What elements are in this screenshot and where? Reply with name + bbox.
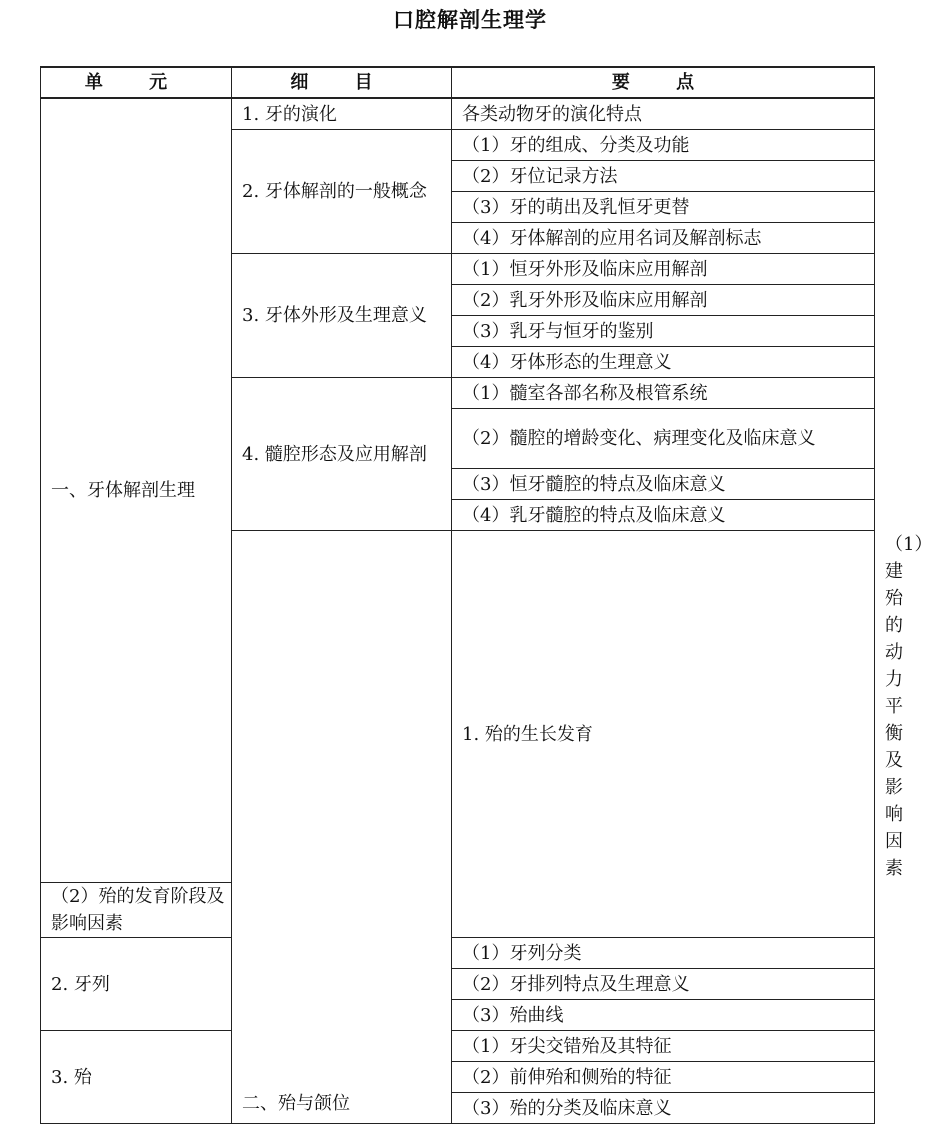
point-cell: （2）殆的发育阶段及影响因素 [41,883,232,938]
point-cell: （1）牙尖交错殆及其特征 [452,1031,875,1062]
unit-cell: 一、牙体解剖生理 [41,98,232,883]
subject-cell: 2. 牙体解剖的一般概念 [232,130,452,254]
point-cell: （1）髓室各部名称及根管系统 [452,378,875,409]
point-cell: （3）乳牙与恒牙的鉴别 [452,316,875,347]
subject-cell: 1. 殆的生长发育 [452,531,875,938]
point-cell: （3）牙的萌出及乳恒牙更替 [452,192,875,223]
point-cell: （2）牙排列特点及生理意义 [452,969,875,1000]
point-cell: 各类动物牙的演化特点 [452,98,875,130]
point-cell: （3）殆曲线 [452,1000,875,1031]
table-row [41,938,875,969]
document-title: 口腔解剖生理学 [393,7,547,32]
point-cell: （4）乳牙髓腔的特点及临床意义 [452,500,875,531]
syllabus-table [40,66,933,1124]
subject-cell: 2. 牙列 [41,938,232,1031]
header-subject: 细 目 [232,67,452,98]
table-row [41,1031,875,1062]
point-cell: （2）髓腔的增龄变化、病理变化及临床意义 [452,409,875,469]
point-cell: （1）牙列分类 [452,938,875,969]
subject-cell: 1. 牙的演化 [232,98,452,130]
header-unit: 单 元 [41,67,232,98]
table-header-row [41,67,875,98]
table-row [41,98,875,130]
subject-cell: 3. 殆 [41,1031,232,1124]
unit-cell: 二、殆与颌位 [232,531,452,1124]
point-cell: （1）牙的组成、分类及功能 [452,130,875,161]
header-points: 要 点 [452,67,875,98]
point-cell: （2）牙位记录方法 [452,161,875,192]
point-cell: （3）恒牙髓腔的特点及临床意义 [452,469,875,500]
subject-cell: 3. 牙体外形及生理意义 [232,254,452,378]
point-cell: （3）殆的分类及临床意义 [452,1093,875,1124]
point-cell: （4）牙体形态的生理意义 [452,347,875,378]
point-cell: （2）乳牙外形及临床应用解剖 [452,285,875,316]
table-row: 二、殆与颌位 1. 殆的生长发育 （1）建殆的动力平衡及影响因素 [41,531,875,883]
point-cell: （2）前伸殆和侧殆的特征 [452,1062,875,1093]
point-cell: （4）牙体解剖的应用名词及解剖标志 [452,223,875,254]
point-cell: （1）恒牙外形及临床应用解剖 [452,254,875,285]
subject-cell: 4. 髓腔形态及应用解剖 [232,378,452,531]
